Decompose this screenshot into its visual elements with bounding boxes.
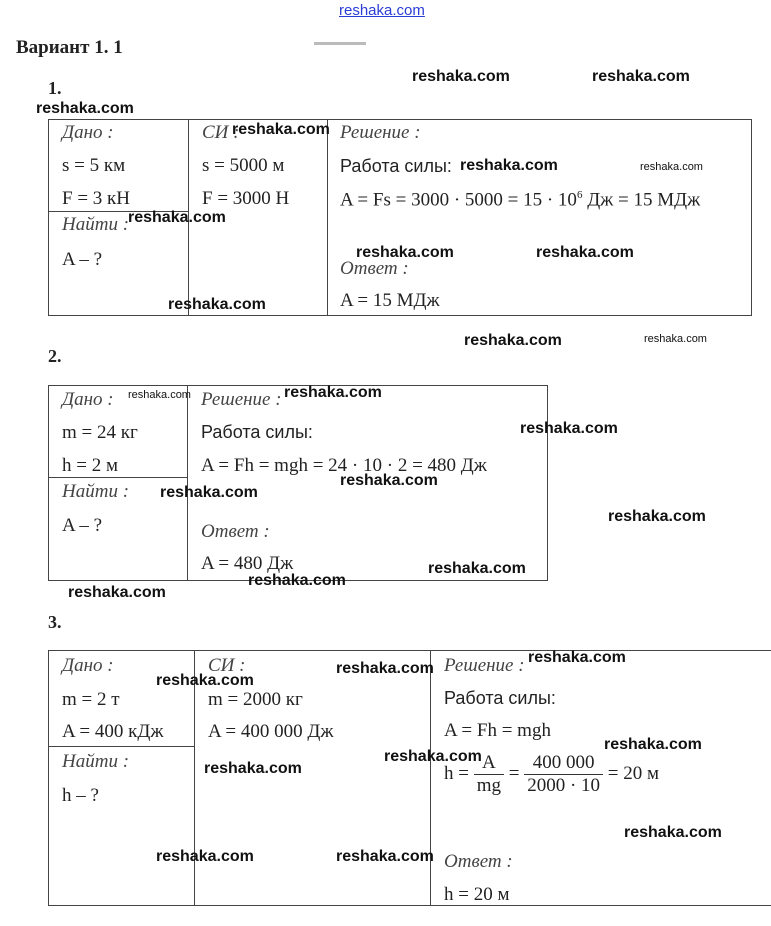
p3-find-value: h – ?: [62, 785, 99, 806]
p2-solution-label: Решение :: [201, 389, 282, 410]
p2-given-h: h = 2 м: [62, 455, 118, 476]
watermark: reshaka.com: [640, 161, 703, 173]
p3-answer: h = 20 м: [444, 884, 510, 905]
watermark: reshaka.com: [336, 660, 434, 677]
p1-si-f: F = 3000 Н: [202, 188, 290, 209]
p3-work-label: Работа силы:: [444, 688, 556, 708]
watermark: reshaka.com: [156, 672, 254, 689]
watermark: reshaka.com: [428, 560, 526, 577]
decorative-mark: [314, 42, 366, 45]
p2-formula: A = Fh = mgh = 24 · 10 · 2 = 480 Дж: [201, 455, 487, 476]
problem-1-number: 1.: [48, 78, 62, 98]
watermark: reshaka.com: [156, 848, 254, 865]
p1-find-value: A – ?: [62, 249, 103, 270]
watermark: reshaka.com: [624, 824, 722, 841]
p2-answer: A = 480 Дж: [201, 553, 294, 574]
p1-solution-label: Решение :: [340, 122, 421, 143]
watermark: reshaka.com: [464, 332, 562, 349]
p1-answer-label: Ответ :: [340, 258, 409, 279]
p3-formula-1: A = Fh = mgh: [444, 720, 551, 741]
p1-work-label: Работа силы:: [340, 156, 452, 176]
watermark: reshaka.com: [336, 848, 434, 865]
watermark: reshaka.com: [340, 472, 438, 489]
watermark: reshaka.com: [412, 68, 510, 85]
p2-given-m: m = 24 кг: [62, 422, 138, 443]
watermark: reshaka.com: [528, 649, 626, 666]
p2-find-value: A – ?: [62, 515, 103, 536]
variant-title: Вариант 1. 1: [16, 37, 123, 58]
p3-solution-label: Решение :: [444, 655, 525, 676]
watermark: reshaka.com: [284, 384, 382, 401]
watermark: reshaka.com: [604, 736, 702, 753]
fraction-a-over-mg: $\frac{A}{mg}$: [474, 752, 504, 797]
p2-answer-label: Ответ :: [201, 521, 270, 542]
watermark: reshaka.com: [608, 508, 706, 525]
site-link[interactable]: reshaka.com: [339, 2, 425, 19]
p3-find-label: Найти :: [62, 751, 130, 772]
p2-find-label: Найти :: [62, 481, 130, 502]
p1-given-f: F = 3 кН: [62, 188, 130, 209]
watermark: reshaka.com: [356, 244, 454, 261]
p1-formula: $A = Fs = 3000 \cdot 5000 = 15 \cdot 10^6$ Дж = 15 МДж: [340, 189, 701, 211]
p1-given-label: Дано :: [62, 122, 114, 143]
watermark: reshaka.com: [460, 157, 558, 174]
p3-si-m: m = 2000 кг: [208, 689, 303, 710]
problem-3-number: 3.: [48, 612, 62, 632]
p2-given-label: Дано :: [62, 389, 114, 410]
problem-2-number: 2.: [48, 346, 62, 366]
watermark: reshaka.com: [128, 389, 191, 401]
watermark: reshaka.com: [536, 244, 634, 261]
p2-work-label: Работа силы:: [201, 422, 313, 442]
p3-si-label: СИ :: [208, 655, 246, 676]
watermark: reshaka.com: [68, 584, 166, 601]
p3-given-label: Дано :: [62, 655, 114, 676]
p1-answer: A = 15 МДж: [340, 290, 440, 311]
watermark: reshaka.com: [36, 100, 134, 117]
p1-given-s: s = 5 км: [62, 155, 126, 176]
p1-si-label: СИ :: [202, 122, 240, 143]
p1-si-s: s = 5000 м: [202, 155, 285, 176]
watermark: reshaka.com: [248, 572, 346, 589]
watermark: reshaka.com: [592, 68, 690, 85]
watermark: reshaka.com: [520, 420, 618, 437]
watermark: reshaka.com: [128, 209, 226, 226]
p3-si-a: A = 400 000 Дж: [208, 721, 334, 742]
watermark: reshaka.com: [204, 760, 302, 777]
p1-find-label: Найти :: [62, 214, 130, 235]
watermark: reshaka.com: [168, 296, 266, 313]
p3-given-m: m = 2 т: [62, 689, 120, 710]
watermark: reshaka.com: [160, 484, 258, 501]
watermark: reshaka.com: [232, 121, 330, 138]
fraction-values: $\frac{400 000}{2000 \cdot 10}$: [524, 752, 603, 797]
watermark: reshaka.com: [384, 748, 482, 765]
p3-given-a: A = 400 кДж: [62, 721, 164, 742]
watermark: reshaka.com: [644, 333, 707, 345]
p3-answer-label: Ответ :: [444, 851, 513, 872]
p3-formula-2: h = $\frac{A}{mg}$ = $\frac{400 000}{2000 \cdot 10}$ = 20 м: [444, 752, 660, 796]
